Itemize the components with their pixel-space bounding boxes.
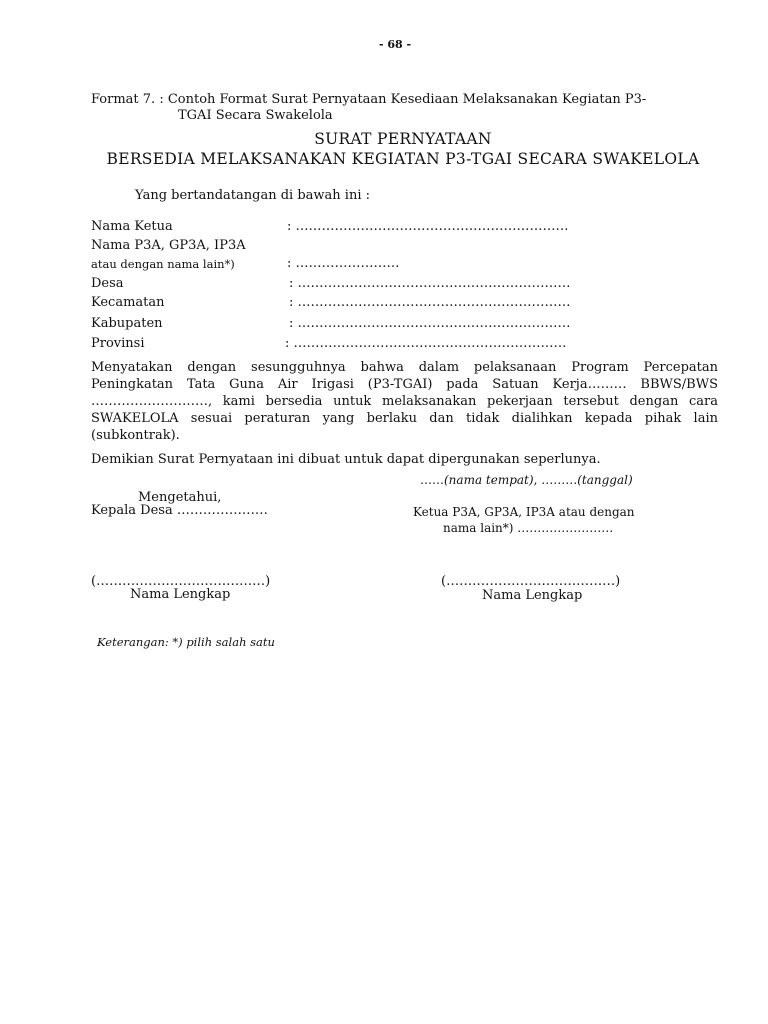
date-separator: , ……… bbox=[533, 473, 578, 487]
field-label-kabupaten: Kabupaten bbox=[91, 316, 163, 331]
left-sign-name-label: Nama Lengkap bbox=[130, 587, 231, 602]
field-label-nama-lain: atau dengan nama lain*) bbox=[91, 257, 235, 271]
right-sign-role-line2: nama lain*) …………………… bbox=[443, 521, 614, 535]
footnote: Keterangan: *) pilih salah satu bbox=[97, 635, 275, 649]
field-label-provinsi: Provinsi bbox=[91, 336, 145, 351]
format-caption-line1: Format 7. : Contoh Format Surat Pernyataan Kesediaan Melaksanakan Kegiatan P3- bbox=[91, 92, 647, 107]
left-sign-blank: (…………………………………) bbox=[91, 574, 271, 589]
place-placeholder: (nama tempat) bbox=[444, 473, 534, 487]
format-caption-line2: TGAI Secara Swakelola bbox=[178, 108, 333, 123]
document-title: SURAT PERNYATAAN bbox=[314, 130, 492, 148]
place-date-line bbox=[420, 473, 633, 487]
left-sign-role: Kepala Desa ………………… bbox=[91, 503, 268, 518]
field-label-kecamatan: Kecamatan bbox=[91, 295, 165, 310]
field-label-nama-p3a: Nama P3A, GP3A, IP3A bbox=[91, 238, 246, 253]
field-value-desa: : ……………………………………………………… bbox=[289, 276, 571, 291]
field-value-provinsi: : ……………………………………………………… bbox=[285, 336, 567, 351]
right-sign-blank: (…………………………………) bbox=[441, 574, 621, 589]
right-sign-role-line1: Ketua P3A, GP3A, IP3A atau dengan bbox=[413, 505, 635, 519]
field-value-kabupaten: : ……………………………………………………… bbox=[289, 316, 571, 331]
closing-paragraph: Demikian Surat Pernyataan ini dibuat untuk dapat dipergunakan seperlunya. bbox=[91, 452, 601, 467]
place-dots: …… bbox=[420, 473, 444, 487]
intro-text: Yang bertandatangan di bawah ini : bbox=[135, 188, 370, 203]
left-sign-title: Mengetahui, bbox=[138, 490, 222, 505]
field-value-kecamatan: : ……………………………………………………… bbox=[289, 295, 571, 310]
field-value-nama-p3a: : …………………… bbox=[287, 256, 400, 271]
document-subtitle: BERSEDIA MELAKSANAKAN KEGIATAN P3-TGAI SECARA SWAKELOLA bbox=[106, 150, 700, 168]
field-label-desa: Desa bbox=[91, 276, 124, 291]
right-sign-name-label: Nama Lengkap bbox=[482, 588, 583, 603]
date-placeholder: (tanggal) bbox=[577, 473, 633, 487]
field-label-nama-ketua: Nama Ketua bbox=[91, 219, 173, 234]
statement-paragraph: Menyatakan dengan sesungguhnya bahwa dalam pelaksanaan Program Percepatan Peningkatan Tata Guna Air Irigasi (P3-TGAI) pada Satuan Kerja……… BBWS/BWS ………………………, kami bersedia untuk melaksanakan pekerjaan tersebut dengan cara SWAKELOLA sesuai peraturan yang berlaku dan tidak dialihkan kepada pihak lain (subkontrak). bbox=[91, 360, 718, 443]
page-number: - 68 - bbox=[378, 38, 412, 51]
field-value-nama-ketua: : ……………………………………………………… bbox=[287, 219, 569, 234]
